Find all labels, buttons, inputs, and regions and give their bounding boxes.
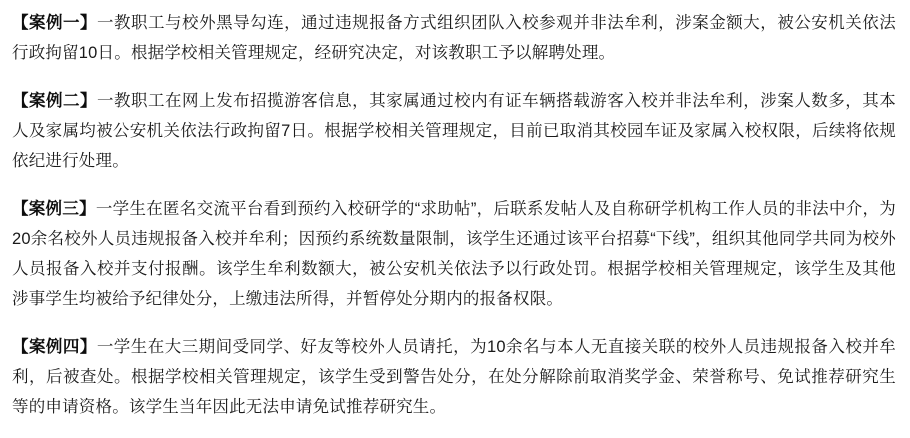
case-text: 一学生在大三期间受同学、好友等校外人员请托，为10余名与本人无直接关联的校外人员违规报备入校并牟利，后被查处。根据学校相关管理规定，该学生受到警告处分，在处分解除前取消奖学金、荣誉称号、免试推荐研究生等的申请资格。该学生当年因此无法申请免试推荐研究生。 [12,338,896,416]
case-paragraph [12,194,896,314]
case-text: 一学生在匿名交流平台看到预约入校研学的“求助帖”，后联系发帖人及自称研学机构工作人员的非法中介，为20余名校外人员违规报备入校并牟利；因预约系统数量限制，该学生还通过该平台招募“下线”，组织其他同学共同为校外人员报备入校并支付报酬。该学生牟利数额大，被公安机关依法予以行政处罚。根据学校相关管理规定，该学生及其他涉事学生均被给予纪律处分，上缴违法所得，并暂停处分期内的报备权限。 [12,200,897,308]
case-text: 一教职工在网上发布招揽游客信息，其家属通过校内有证车辆搭载游客入校并非法牟利，涉案人数多，其本人及家属均被公安机关依法行政拘留7日。根据学校相关管理规定，目前已取消其校园车证及家属入校权限，后续将依规依纪进行处理。 [12,92,896,170]
case-label: 【案例四】 [12,338,97,356]
case-label: 【案例三】 [12,200,96,218]
case-paragraph [12,332,896,422]
case-paragraph [12,86,896,176]
case-label: 【案例一】 [12,14,98,32]
case-paragraph [12,8,896,68]
case-text: 一教职工与校外黑导勾连，通过违规报备方式组织团队入校参观并非法牟利，涉案金额大，被公安机关依法行政拘留10日。根据学校相关管理规定，经研究决定，对该教职工予以解聘处理。 [12,14,896,62]
case-label: 【案例二】 [12,92,98,110]
